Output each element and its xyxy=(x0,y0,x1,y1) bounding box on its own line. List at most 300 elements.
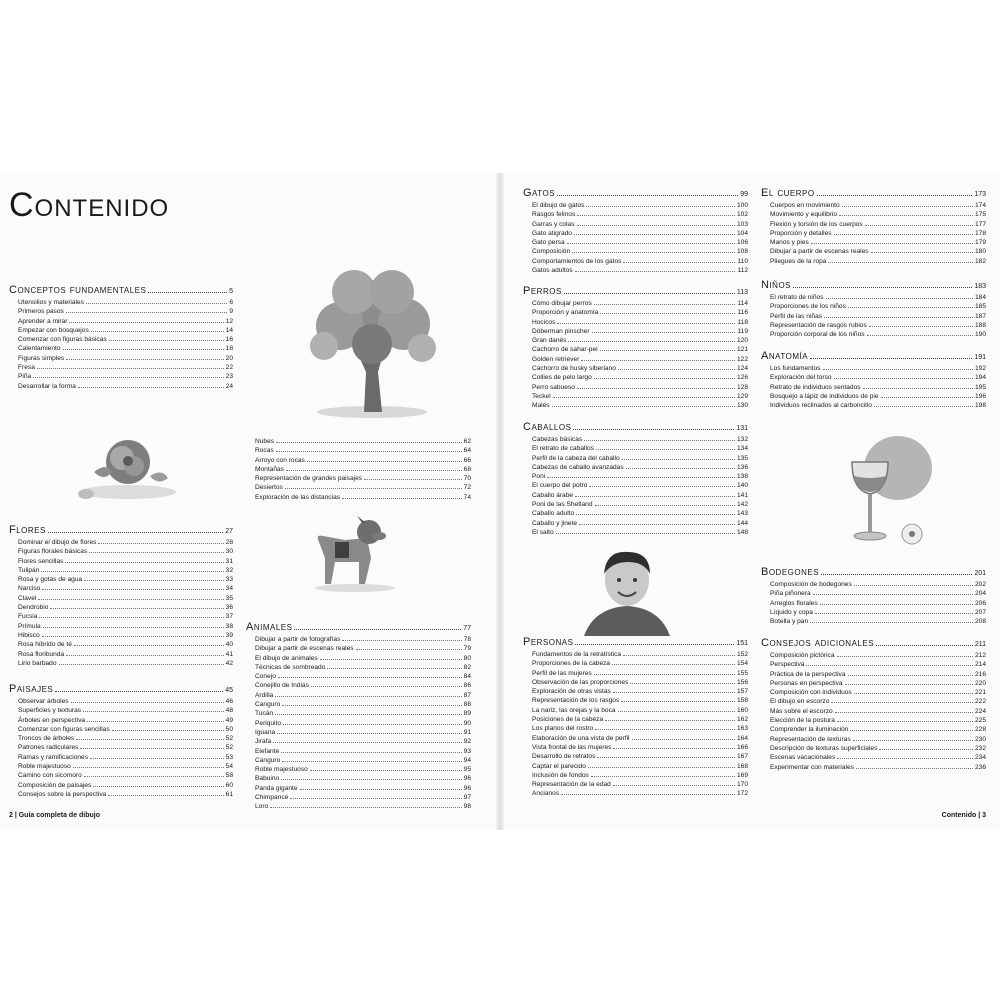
toc-entry[interactable] xyxy=(761,201,986,210)
entry-title: Perfil de las mujeres xyxy=(532,669,592,677)
entry-title: Troncos de árboles xyxy=(18,735,75,743)
toc-entry[interactable] xyxy=(246,765,471,774)
toc-entry[interactable] xyxy=(9,566,233,575)
toc-entry[interactable] xyxy=(761,383,986,392)
entry-title: Perfil de las niñas xyxy=(770,312,823,320)
entry-page-number: 96 xyxy=(463,784,471,792)
section-heading[interactable]: El cuerpo 173 xyxy=(761,187,986,199)
entry-title: Más sobre el escorzo xyxy=(770,707,833,715)
toc-entry[interactable] xyxy=(761,589,986,598)
section-heading[interactable]: Gatos 99 xyxy=(523,187,748,199)
toc-entry[interactable] xyxy=(246,737,471,746)
entry-title: Elefante xyxy=(255,747,280,755)
entry-title: Piña piñonera xyxy=(770,590,811,598)
entry-title: Vista frontal de las mujeres xyxy=(532,743,612,751)
leader-dots xyxy=(112,730,224,731)
entry-title: Canguro xyxy=(255,701,281,709)
section-heading[interactable]: Perros 113 xyxy=(523,285,748,297)
toc-entry[interactable] xyxy=(9,557,233,566)
entry-page-number: 190 xyxy=(974,331,986,339)
entry-page-number: 122 xyxy=(736,355,748,363)
entry-title: Cómo dibujar perros xyxy=(532,300,592,307)
toc-entry[interactable] xyxy=(761,392,986,401)
leader-dots xyxy=(547,477,735,478)
entry-title: Experimentar con materiales xyxy=(770,763,854,771)
toc-entry[interactable] xyxy=(761,753,986,762)
entry-title: Loro xyxy=(255,803,269,811)
entry-page-number: 222 xyxy=(974,698,986,706)
entry-title: Malés xyxy=(532,402,550,410)
toc-entry[interactable] xyxy=(523,257,748,266)
toc-entry[interactable] xyxy=(523,392,748,401)
toc-entry[interactable] xyxy=(9,298,233,307)
leader-dots xyxy=(561,794,735,795)
toc-entry[interactable] xyxy=(523,210,748,219)
entry-title: Rocas xyxy=(255,447,274,455)
toc-entry[interactable] xyxy=(9,317,233,326)
entry-list xyxy=(523,201,748,275)
toc-entry[interactable] xyxy=(761,238,986,247)
toc-entry[interactable] xyxy=(523,519,748,528)
leader-dots xyxy=(43,627,224,628)
entry-title: Dibujar a partir de fotografías xyxy=(255,636,341,643)
entry-page-number: 121 xyxy=(736,346,748,354)
toc-entry[interactable] xyxy=(9,790,233,799)
entry-page-number: 179 xyxy=(974,239,986,247)
entry-page-number: 22 xyxy=(225,364,233,372)
entry-title: Gran danés xyxy=(532,337,567,345)
entry-page-number: 90 xyxy=(463,719,471,727)
leader-dots xyxy=(613,748,735,749)
toc-entry[interactable] xyxy=(761,725,986,734)
toc-entry[interactable] xyxy=(9,363,233,372)
section-heading[interactable]: Consejos adicionales 211 xyxy=(761,637,986,649)
toc-entry[interactable] xyxy=(761,302,986,311)
leader-dots xyxy=(579,524,735,525)
toc-section-el-cuerpo xyxy=(761,187,986,266)
leader-dots xyxy=(38,599,223,600)
toc-entry[interactable] xyxy=(523,678,748,687)
toc-entry[interactable] xyxy=(9,612,233,621)
toc-entry[interactable] xyxy=(761,716,986,725)
entry-page-number: 232 xyxy=(974,744,986,752)
toc-entry[interactable] xyxy=(246,644,471,653)
toc-entry[interactable] xyxy=(523,336,748,345)
toc-entry[interactable] xyxy=(9,307,233,316)
leader-dots xyxy=(623,262,735,263)
toc-entry[interactable] xyxy=(246,784,471,793)
toc-entry[interactable] xyxy=(246,709,471,718)
toc-entry[interactable] xyxy=(761,229,986,238)
section-heading[interactable]: Caballos 131 xyxy=(523,421,748,433)
entry-page-number: 124 xyxy=(736,365,748,373)
toc-entry[interactable] xyxy=(246,774,471,783)
entry-title: Iguana xyxy=(255,728,276,736)
toc-entry[interactable] xyxy=(523,472,748,481)
toc-entry[interactable] xyxy=(9,771,233,780)
toc-entry[interactable] xyxy=(761,580,986,589)
toc-entry[interactable] xyxy=(9,781,233,790)
toc-entry[interactable] xyxy=(523,500,748,509)
section-heading[interactable]: Paisajes 45 xyxy=(9,683,233,695)
entry-page-number: 112 xyxy=(737,267,748,275)
entry-title: Composición de paisajes xyxy=(18,781,92,789)
entry-title: Perfil de la cabeza del caballo xyxy=(532,454,620,462)
entry-page-number: 177 xyxy=(974,220,986,228)
entry-title: Representación de rasgos rubios xyxy=(770,321,867,329)
toc-entry[interactable] xyxy=(246,747,471,756)
entry-page-number: 30 xyxy=(225,548,233,556)
section-heading[interactable]: Anatomía 191 xyxy=(761,350,986,362)
entry-page-number: 16 xyxy=(225,336,233,344)
toc-entry[interactable] xyxy=(761,735,986,744)
toc-entry[interactable] xyxy=(761,373,986,382)
toc-entry[interactable] xyxy=(9,603,233,612)
leader-dots xyxy=(307,461,462,462)
entry-title: Dibujar a partir de escenas reales xyxy=(770,248,869,256)
toc-section-conceptos xyxy=(9,284,233,391)
entry-list xyxy=(523,299,748,411)
entry-title: Personas en perspectiva xyxy=(770,679,843,687)
section-heading[interactable]: Bodegones 201 xyxy=(761,566,986,578)
entry-title: El dibujo en escorzo xyxy=(770,698,830,706)
entry-title: Roble majestuoso xyxy=(255,766,308,774)
toc-entry[interactable] xyxy=(246,700,471,709)
toc-entry[interactable] xyxy=(523,687,748,696)
toc-entry[interactable] xyxy=(246,493,471,502)
toc-entry[interactable] xyxy=(9,547,233,556)
toc-entry[interactable] xyxy=(9,697,233,706)
entry-page-number: 54 xyxy=(225,763,233,771)
toc-entry[interactable] xyxy=(761,257,986,266)
leader-dots xyxy=(74,645,224,646)
toc-entry[interactable] xyxy=(9,594,233,603)
toc-entry[interactable] xyxy=(761,364,986,373)
toc-entry[interactable] xyxy=(246,793,471,802)
toc-entry[interactable] xyxy=(761,210,986,219)
toc-entry[interactable] xyxy=(761,312,986,321)
toc-entry[interactable] xyxy=(246,719,471,728)
entry-title: Cabezas de caballo avanzadas xyxy=(532,463,624,471)
leader-dots xyxy=(69,322,223,323)
toc-entry[interactable] xyxy=(761,707,986,716)
leader-dots xyxy=(806,665,973,666)
toc-entry[interactable] xyxy=(246,635,471,644)
entry-page-number: 40 xyxy=(225,641,233,649)
entry-title: Figuras simples xyxy=(18,354,65,362)
entry-title: Fundamentos de la retratística xyxy=(532,651,622,658)
toc-entry[interactable] xyxy=(9,538,233,547)
toc-entry[interactable] xyxy=(523,229,748,238)
toc-entry[interactable] xyxy=(246,437,471,446)
leader-dots xyxy=(879,749,973,750)
toc-entry[interactable] xyxy=(523,238,748,247)
leader-dots xyxy=(282,761,461,762)
footer-right: Contenido | 3 xyxy=(941,812,986,819)
toc-entry[interactable] xyxy=(523,201,748,210)
toc-entry[interactable] xyxy=(9,584,233,593)
entry-page-number: 220 xyxy=(974,679,986,687)
entry-page-number: 41 xyxy=(225,650,233,658)
entry-title: Ancianos xyxy=(532,790,560,798)
leader-dots xyxy=(618,369,735,370)
entry-page-number: 206 xyxy=(974,599,986,607)
entry-title: Chimpancé xyxy=(255,794,289,802)
leader-dots xyxy=(557,323,735,324)
leader-dots xyxy=(850,730,973,731)
toc-entry[interactable] xyxy=(523,355,748,364)
leader-dots xyxy=(108,795,223,796)
toc-entry[interactable] xyxy=(9,344,233,353)
toc-entry[interactable] xyxy=(523,318,748,327)
entry-title: Gato atigrado xyxy=(532,229,572,237)
toc-entry[interactable] xyxy=(246,465,471,474)
entry-title: El retrato de niños xyxy=(770,294,824,301)
leader-dots xyxy=(823,369,973,370)
entry-title: Representación de la edad xyxy=(532,781,611,789)
leader-dots xyxy=(66,359,223,360)
leader-dots xyxy=(854,585,973,586)
toc-entry[interactable] xyxy=(523,373,748,382)
entry-title: Práctica de la perspectiva xyxy=(770,670,846,678)
entry-title: Posiciones de la cabeza xyxy=(532,716,604,724)
leader-dots xyxy=(285,488,462,489)
section-heading[interactable]: Personas 151 xyxy=(523,636,748,648)
toc-entry[interactable] xyxy=(761,670,986,679)
entry-page-number: 52 xyxy=(225,744,233,752)
toc-entry[interactable] xyxy=(523,463,748,472)
entry-page-number: 92 xyxy=(463,738,471,746)
entry-page-number: 84 xyxy=(463,673,471,681)
toc-entry[interactable] xyxy=(761,688,986,697)
leader-dots xyxy=(78,387,224,388)
section-heading[interactable]: Animales 77 xyxy=(246,621,471,633)
toc-entry[interactable] xyxy=(9,659,233,668)
toc-entry[interactable] xyxy=(246,802,471,811)
toc-entry[interactable] xyxy=(246,672,471,681)
toc-entry[interactable] xyxy=(246,654,471,663)
section-heading[interactable]: Conceptos fundamentales 5 xyxy=(9,284,233,296)
toc-entry[interactable] xyxy=(761,293,986,302)
toc-entry[interactable] xyxy=(9,706,233,715)
entry-title: Utensilios y materiales xyxy=(18,299,84,306)
leader-dots xyxy=(568,341,735,342)
toc-entry[interactable] xyxy=(523,724,748,733)
toc-entry[interactable] xyxy=(9,382,233,391)
entry-title: Panda gigante xyxy=(255,784,298,792)
toc-section-caballos xyxy=(523,421,748,537)
toc-entry[interactable] xyxy=(523,734,748,743)
toc-entry[interactable] xyxy=(9,743,233,752)
entry-title: El salto xyxy=(532,528,554,536)
leader-dots xyxy=(278,677,462,678)
toc-entry[interactable] xyxy=(9,725,233,734)
entry-page-number: 225 xyxy=(974,717,986,725)
toc-entry[interactable] xyxy=(523,780,748,789)
entry-title: Clavel xyxy=(18,594,37,602)
toc-entry[interactable] xyxy=(523,266,748,275)
toc-entry[interactable] xyxy=(761,321,986,330)
toc-entry[interactable] xyxy=(9,622,233,631)
toc-entry[interactable] xyxy=(523,345,748,354)
toc-entry[interactable] xyxy=(523,444,748,453)
toc-entry[interactable] xyxy=(523,743,748,752)
entry-title: Hibisco xyxy=(18,631,40,639)
toc-entry[interactable] xyxy=(761,651,986,660)
entry-title: Proporciones de los niños xyxy=(770,303,846,311)
entry-page-number: 187 xyxy=(974,312,986,320)
toc-entry[interactable] xyxy=(761,679,986,688)
leader-dots xyxy=(576,514,735,515)
entry-page-number: 50 xyxy=(225,725,233,733)
entry-page-number: 136 xyxy=(736,463,748,471)
leader-dots xyxy=(66,655,223,656)
toc-entry[interactable] xyxy=(523,327,748,336)
entry-title: Garras y colas xyxy=(532,220,575,228)
entry-page-number: 97 xyxy=(463,794,471,802)
toc-entry[interactable] xyxy=(246,691,471,700)
toc-entry[interactable] xyxy=(523,364,748,373)
entry-page-number: 62 xyxy=(463,438,471,445)
toc-entry[interactable] xyxy=(523,299,748,308)
toc-entry[interactable] xyxy=(761,220,986,229)
toc-entry[interactable] xyxy=(523,752,748,761)
toc-entry[interactable] xyxy=(9,716,233,725)
toc-entry[interactable] xyxy=(523,669,748,678)
toc-entry[interactable] xyxy=(761,660,986,669)
toc-entry[interactable] xyxy=(523,383,748,392)
toc-entry[interactable] xyxy=(761,599,986,608)
toc-entry[interactable] xyxy=(761,744,986,753)
entry-title: Comenzar con figuras sencillas xyxy=(18,725,110,733)
entry-page-number: 234 xyxy=(974,754,986,762)
entry-title: Representación de texturas xyxy=(770,735,851,743)
entry-page-number: 18 xyxy=(225,345,233,353)
toc-entry[interactable] xyxy=(761,330,986,339)
leader-dots xyxy=(86,303,227,304)
toc-entry[interactable] xyxy=(523,715,748,724)
toc-entry[interactable] xyxy=(761,617,986,626)
entry-title: Babuino xyxy=(255,775,280,783)
leader-dots xyxy=(591,776,735,777)
entry-page-number: 74 xyxy=(463,493,471,501)
toc-entry[interactable] xyxy=(523,220,748,229)
entry-page-number: 178 xyxy=(974,229,986,237)
toc-entry[interactable] xyxy=(523,454,748,463)
toc-entry[interactable] xyxy=(523,696,748,705)
toc-entry[interactable] xyxy=(523,762,748,771)
toc-entry[interactable] xyxy=(246,663,471,672)
toc-entry[interactable] xyxy=(9,734,233,743)
toc-entry[interactable] xyxy=(246,456,471,465)
toc-entry[interactable] xyxy=(523,650,748,659)
page-title: Contenido xyxy=(9,186,170,224)
toc-entry[interactable] xyxy=(9,762,233,771)
toc-entry[interactable] xyxy=(246,681,471,690)
toc-entry[interactable] xyxy=(523,509,748,518)
toc-entry[interactable] xyxy=(246,728,471,737)
toc-entry[interactable] xyxy=(246,483,471,492)
toc-entry[interactable] xyxy=(9,650,233,659)
leader-dots xyxy=(83,711,224,712)
leader-dots xyxy=(80,748,223,749)
toc-entry[interactable] xyxy=(9,753,233,762)
toc-entry[interactable] xyxy=(246,446,471,455)
entry-title: Fucsia xyxy=(18,613,38,621)
toc-entry[interactable] xyxy=(523,435,748,444)
leader-dots xyxy=(63,349,224,350)
toc-section-paisajes xyxy=(9,683,233,799)
entry-title: Poni de las Shetland xyxy=(532,501,593,509)
entry-page-number: 94 xyxy=(463,756,471,764)
leader-dots xyxy=(93,786,223,787)
toc-entry[interactable] xyxy=(761,608,986,617)
toc-entry[interactable] xyxy=(523,308,748,317)
entry-list xyxy=(9,298,233,391)
leader-dots xyxy=(839,215,973,216)
toc-entry[interactable] xyxy=(523,659,748,668)
entry-page-number: 118 xyxy=(737,318,748,326)
leader-dots xyxy=(810,622,973,623)
toc-entry[interactable] xyxy=(523,771,748,780)
toc-entry[interactable] xyxy=(523,247,748,256)
entry-page-number: 24 xyxy=(225,382,233,390)
toc-entry[interactable] xyxy=(761,763,986,772)
toc-entry[interactable] xyxy=(9,354,233,363)
leader-dots xyxy=(281,752,461,753)
section-heading[interactable]: Flores 27 xyxy=(9,524,233,536)
footer-left: 2 | Guía completa de dibujo xyxy=(9,812,101,819)
entry-page-number: 31 xyxy=(225,557,233,565)
leader-dots xyxy=(276,451,462,452)
leader-dots xyxy=(837,656,973,657)
toc-entry[interactable] xyxy=(523,401,748,410)
toc-section-bodegones xyxy=(761,566,986,626)
entry-page-number: 14 xyxy=(225,326,233,334)
toc-entry[interactable] xyxy=(523,528,748,537)
toc-entry[interactable] xyxy=(523,706,748,715)
toc-entry[interactable] xyxy=(9,631,233,640)
toc-entry[interactable] xyxy=(9,575,233,584)
entry-title: Pliegues de la ropa xyxy=(770,257,827,265)
toc-entry[interactable] xyxy=(9,326,233,335)
toc-entry[interactable] xyxy=(523,481,748,490)
toc-entry[interactable] xyxy=(523,789,748,798)
toc-entry[interactable] xyxy=(523,491,748,500)
entry-page-number: 163 xyxy=(736,725,748,733)
toc-section-anatomia xyxy=(761,350,986,410)
entry-title: Perro sabueso xyxy=(532,383,575,391)
toc-entry[interactable] xyxy=(9,640,233,649)
toc-entry[interactable] xyxy=(246,474,471,483)
leader-dots xyxy=(592,332,736,333)
toc-entry[interactable] xyxy=(761,247,986,256)
toc-entry[interactable] xyxy=(246,756,471,765)
toc-entry[interactable] xyxy=(761,697,986,706)
entry-title: Ardilla xyxy=(255,691,274,699)
toc-entry[interactable] xyxy=(9,335,233,344)
section-heading[interactable]: Niños 183 xyxy=(761,279,986,291)
entry-page-number: 126 xyxy=(736,374,748,382)
entry-page-number: 188 xyxy=(974,321,986,329)
toc-entry[interactable] xyxy=(9,372,233,381)
entry-page-number: 175 xyxy=(974,211,986,219)
leader-dots xyxy=(575,496,735,497)
entry-page-number: 214 xyxy=(974,661,986,669)
leader-dots xyxy=(826,298,973,299)
toc-entry[interactable] xyxy=(761,401,986,410)
leader-dots xyxy=(574,234,735,235)
